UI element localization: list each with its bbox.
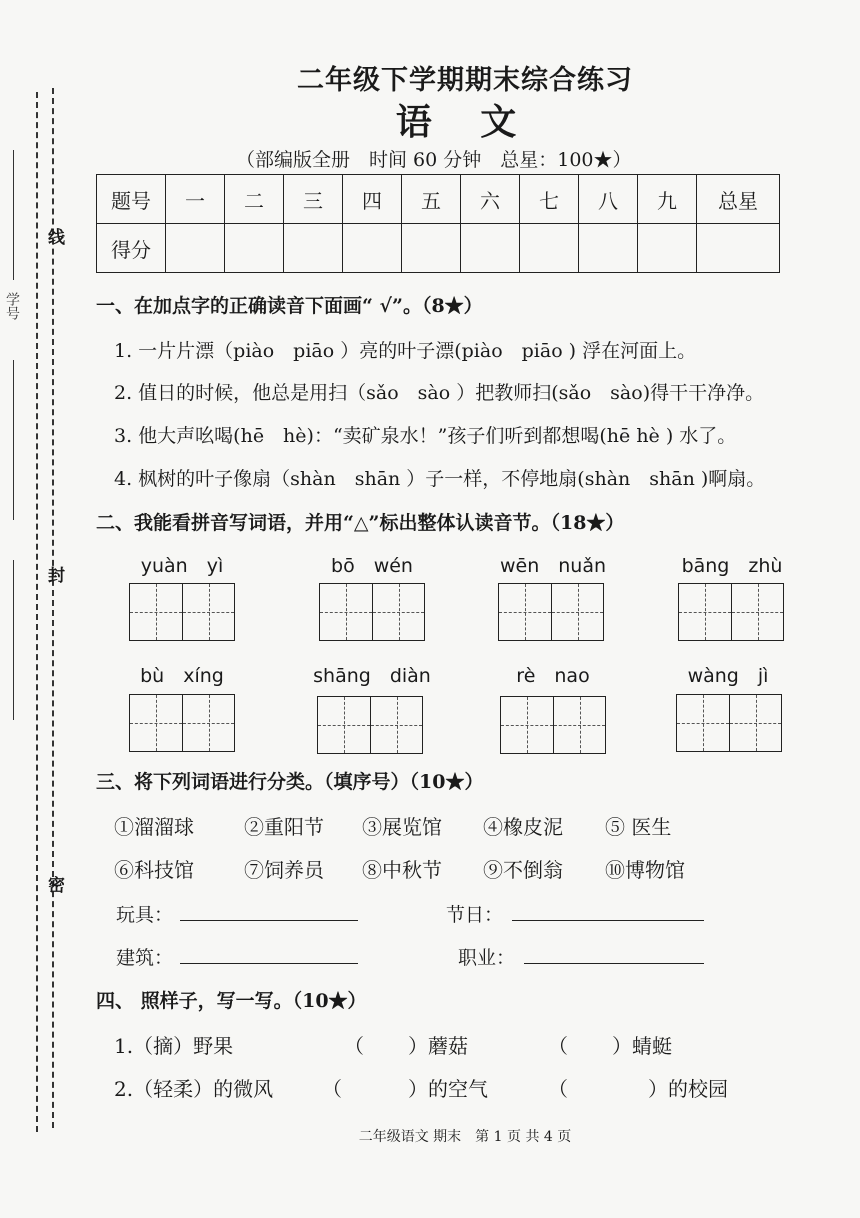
writing-grid[interactable] — [678, 583, 784, 641]
writing-grid[interactable] — [129, 583, 235, 641]
writing-grid[interactable] — [317, 696, 423, 754]
section4-title: 四、 照样子，写一写。（10★） — [96, 990, 367, 1012]
word-option: ⑥科技馆 — [114, 858, 194, 882]
pinyin-label: wàng jì — [687, 665, 769, 687]
section4-q2-example: 2.（轻柔）的微风 — [114, 1077, 274, 1101]
score-input-cell[interactable] — [697, 224, 780, 273]
category-toys-blank[interactable] — [180, 920, 358, 921]
section4-q1-item-dragonfly: ）蜻蜓 — [612, 1034, 672, 1058]
word-option: ④橡皮泥 — [483, 815, 563, 839]
page-footer: 二年级语文 期末 第 1 页 共 4 页 — [358, 1129, 572, 1145]
section4-q2-paren-open: （ — [322, 1077, 342, 1101]
score-input-cell[interactable] — [520, 224, 579, 273]
section3-title: 三、将下列词语进行分类。（填序号）（10★） — [96, 771, 484, 793]
name-write-line-3 — [13, 560, 14, 720]
score-table-cell: 总星 — [697, 175, 780, 224]
section1-question-1: 1. 一片片漂（piào piāo ）亮的叶子漂(piào piāo ) 浮在河面上。 — [114, 340, 697, 362]
score-table-cell: 四 — [343, 175, 402, 224]
score-input-cell[interactable] — [579, 224, 638, 273]
category-festivals-blank[interactable] — [512, 920, 704, 921]
score-table-score-row — [97, 224, 780, 273]
pinyin-label: rè nao — [516, 665, 590, 687]
section4-q1-example: 1.（摘）野果 — [114, 1034, 234, 1058]
category-jobs-blank[interactable] — [524, 963, 704, 964]
section1-question-2: 2. 值日的时候，他总是用扫（sǎo sào ）把教师扫(sǎo sào)得干干净净。 — [114, 382, 765, 404]
score-input-cell[interactable] — [225, 224, 284, 273]
section4-q2-item-campus: ）的校园 — [648, 1077, 728, 1101]
writing-grid[interactable] — [319, 583, 425, 641]
score-table-cell: 二 — [225, 175, 284, 224]
score-table-cell: 六 — [461, 175, 520, 224]
word-option: ⑩博物馆 — [605, 858, 685, 882]
binding-label-mi: 密 — [44, 876, 64, 893]
score-table-cell: 九 — [638, 175, 697, 224]
word-option: ⑤ 医生 — [605, 815, 672, 839]
score-row-label: 得分 — [97, 224, 166, 273]
score-input-cell[interactable] — [638, 224, 697, 273]
category-buildings-blank[interactable] — [180, 963, 358, 964]
word-option: ③展览馆 — [362, 815, 442, 839]
binding-label-feng: 封 — [44, 566, 64, 583]
score-input-cell[interactable] — [461, 224, 520, 273]
score-table-cell: 七 — [520, 175, 579, 224]
word-option: ①溜溜球 — [114, 815, 194, 839]
section4-q2-item-air: ）的空气 — [408, 1077, 488, 1101]
pinyin-label: bù xíng — [140, 665, 224, 687]
category-buildings-label: 建筑： — [116, 947, 174, 969]
section4-q1-paren-open: （ — [344, 1034, 364, 1058]
student-number-label: 学号 — [4, 292, 20, 320]
score-table-header-row — [97, 175, 780, 224]
writing-grid[interactable] — [129, 694, 235, 752]
pinyin-label: bāng zhù — [681, 555, 783, 577]
score-table-cell: 五 — [402, 175, 461, 224]
word-option: ⑧中秋节 — [362, 858, 442, 882]
exam-title: 二年级下学期期末综合练习 — [297, 65, 633, 96]
score-table-cell: 题号 — [97, 175, 166, 224]
binding-label-xian: 线 — [44, 228, 64, 245]
category-jobs-label: 职业： — [458, 947, 516, 969]
word-option: ⑨不倒翁 — [483, 858, 563, 882]
name-write-line-2 — [13, 360, 14, 520]
writing-grid[interactable] — [498, 583, 604, 641]
section2-title: 二、我能看拼音写词语，并用“△”标出整体认读音节。（18★） — [96, 512, 625, 534]
score-table — [96, 174, 780, 273]
writing-grid[interactable] — [676, 694, 782, 752]
writing-grid[interactable] — [500, 696, 606, 754]
category-festivals-label: 节日： — [446, 904, 504, 926]
word-option: ②重阳节 — [244, 815, 324, 839]
score-input-cell[interactable] — [166, 224, 225, 273]
section4-q2-paren-open: （ — [548, 1077, 568, 1101]
exam-info: （部编版全册 时间 60 分钟 总星：100★） — [236, 149, 632, 171]
score-input-cell[interactable] — [343, 224, 402, 273]
section4-q1-paren-open: （ — [548, 1034, 568, 1058]
name-write-line-1 — [13, 150, 14, 280]
score-input-cell[interactable] — [402, 224, 461, 273]
pinyin-label: shāng diàn — [313, 665, 431, 687]
subject-title: 语 文 — [395, 101, 535, 143]
score-input-cell[interactable] — [284, 224, 343, 273]
section1-question-4: 4. 枫树的叶子像扇（shàn shān ）子一样，不停地扇(shàn shān )啊扇。 — [114, 468, 766, 490]
binding-dashed-line-outer — [36, 92, 38, 1132]
section1-title: 一、在加点字的正确读音下面画“ √”。（8★） — [96, 295, 483, 317]
score-table-cell: 八 — [579, 175, 638, 224]
category-toys-label: 玩具： — [116, 904, 174, 926]
pinyin-label: bō wén — [331, 555, 413, 577]
score-table-cell: 一 — [166, 175, 225, 224]
section4-q1-item-mushroom: ）蘑菇 — [408, 1034, 468, 1058]
word-option: ⑦饲养员 — [244, 858, 324, 882]
section1-question-3: 3. 他大声吆喝(hē hè)：“卖矿泉水！”孩子们听到都想喝(hē hè ) 水了。 — [114, 425, 737, 447]
pinyin-label: yuàn yì — [140, 555, 224, 577]
score-table-cell: 三 — [284, 175, 343, 224]
pinyin-label: wēn nuǎn — [499, 555, 607, 577]
